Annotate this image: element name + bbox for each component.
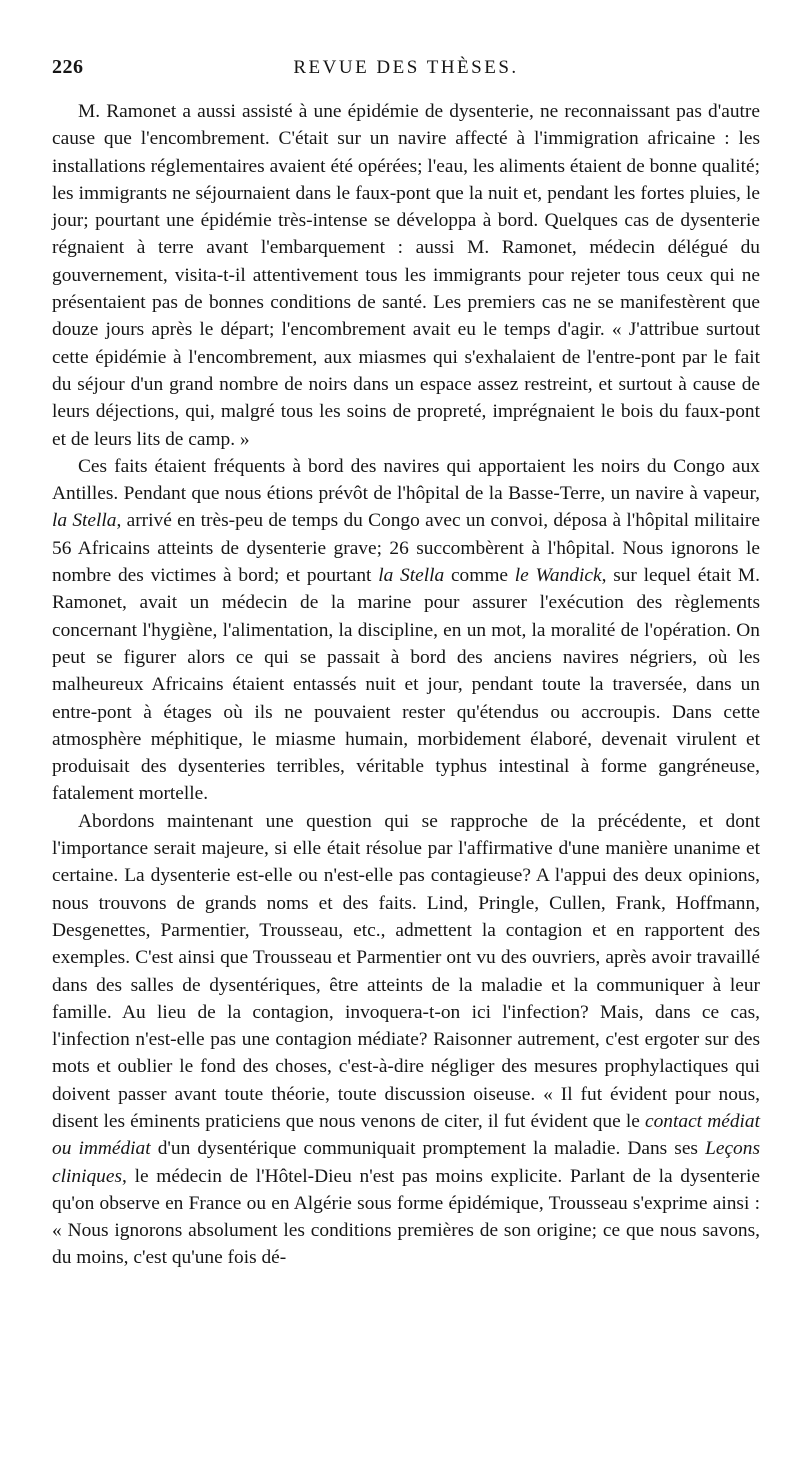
running-title: REVUE DES THÈSES. [293,57,519,78]
paragraph [52,98,760,453]
italic-text: le Wandick [514,565,602,587]
book-page [52,56,760,1272]
italic-text: contact médiat ou immédiat [52,1110,760,1160]
text-run: Ces faits étaient fréquents à bord des navires qui apportaient les noirs du Congo aux Antilles. Pendant que nous étions prévôt de l'hôpital de la Basse-Terre, un navire à vapeur, [52,455,760,505]
text-run: Abordons maintenant une question qui se rapproche de la précédente, et dont l'importance serait majeure, si elle était résolue par l'affirmative d'une manière unanime et certaine. La dysenterie est-elle ou n'est-elle pas contagieuse? A l'appui des deux opinions, nous trouvons de grands noms et des faits. Lind, Pringle, Cullen, Frank, Hoffmann, Desgenettes, Parmentier, Trousseau, etc., admettent la contagion et en rapportent des exemples. C'est ainsi que Trousseau et Parmentier ont vu des ouvriers, après avoir travaillé dans des salles de dysentériques, être atteints de la maladie et la communiquer à leur famille. Au lieu de la contagion, invoquera-t-on ici l'infection? Mais, dans ce cas, l'infection n'est-elle pas une contagion médiate? Raisonner autrement, c'est ergoter sur des mots et oublier le fond des choses, c'est-à-dire négliger des mesures prophylactiques qui doivent passer avant toute théorie, toute discussion oiseuse. « Il fut évident pour nous, disent les éminents praticiens que nous venons de citer, il fut évident que le [52,810,760,1132]
text-run: comme [444,565,515,587]
text-run: , arrivé en très-peu de temps du Congo avec un convoi, déposa à l'hôpital militaire 56 Africains atteints de dysenterie grave; 26 succombèrent à l'hôpital. Nous ignorons le nombre des victimes à bord; et pourtant [52,510,760,587]
body-text [52,98,760,1272]
running-head [52,56,760,92]
paragraph [52,453,760,808]
paragraph [52,808,760,1272]
text-run: d'un dysentérique communiquait promptement la maladie. Dans ses [150,1138,706,1160]
text-run: , le médecin de l'Hôtel-Dieu n'est pas moins explicite. Parlant de la dysenterie qu'on observe en France ou en Algérie sous forme épidémique, Trousseau s'exprime ainsi : « Nous ignorons absolument les conditions premières de son origine; ce que nous savons, du moins, c'est qu'une fois dé- [52,1165,760,1269]
italic-text: la Stella [378,565,445,587]
text-run: M. Ramonet a aussi assisté à une épidémie de dysenterie, ne reconnaissant pas d'autre cause que l'encombrement. C'était sur un navire affecté à l'immigration africaine : les installations réglementaires avaient été opérées; l'eau, les aliments étaient de bonne qualité; les immigrants ne séjournaient dans le faux-pont que la nuit et, pendant les fortes pluies, le jour; pourtant une épidémie très-intense se développa à bord. Quelques cas de dysenterie régnaient à terre avant l'embarquement : aussi M. Ramonet, médecin délégué du gouvernement, visita-t-il attentivement tous les immigrants pour rejeter tous ceux qui ne présentaient pas de bonnes conditions de santé. Les premiers cas ne se manifestèrent que douze jours après le départ; l'encombrement avait eu le temps d'agir. « J'attribue surtout cette épidémie à l'encombrement, aux miasmes qui s'exhalaient de l'entre-pont par le fait du séjour d'un grand nombre de noirs dans un espace assez restreint, et surtout à cause de leurs déjections, qui, malgré tous les soins de propreté, imprégnaient le bois du faux-pont et de leurs lits de camp. » [52,101,760,450]
page-number: 226 [52,56,84,78]
text-run: , sur lequel était M. Ramonet, avait un médecin de la marine pour assurer l'exécution des règlements concernant l'hygiène, l'alimentation, la discipline, en un mot, la moralité de l'opération. On peut se figurer alors ce qui se passait à bord des anciens navires négriers, où les malheureux Africains étaient entassés nuit et jour, pendant toute la traversée, dans un entre-pont à étages où ils ne pouvaient rester qu'étendus ou accroupis. Dans cette atmosphère méphitique, le miasme humain, morbidement élaboré, devenait virulent et produisait des dysenteries terribles, véritable typhus intestinal à forme gangréneuse, fatalement mortelle. [52,565,760,805]
italic-text: Leçons cliniques [52,1138,760,1187]
italic-text: la Stella [52,510,117,532]
